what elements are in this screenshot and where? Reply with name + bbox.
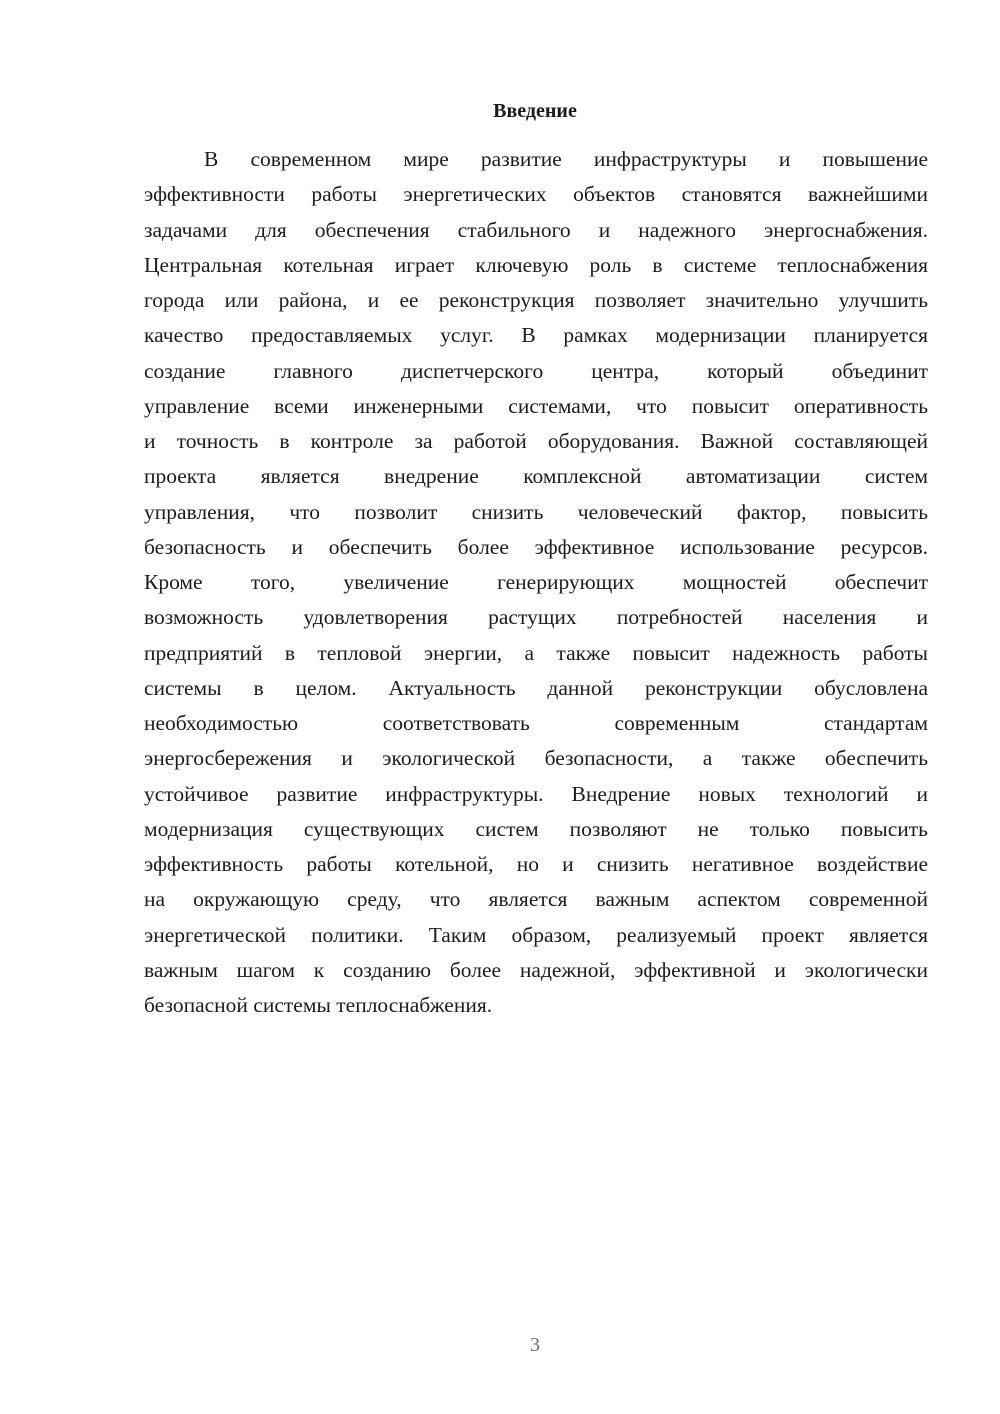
paragraph-line: задачами для обеспечения стабильного и надежного энергоснабжения. [144, 217, 928, 242]
paragraph-line: энергосбережения и экологической безопасности, а также обеспечить [144, 746, 928, 771]
paragraph-line: качество предоставляемых услуг. В рамках модернизации планируется [144, 323, 928, 348]
paragraph-line: устойчивое развитие инфраструктуры. Внедрение новых технологий и [144, 781, 928, 806]
paragraph-line: управления, что позволит снизить человеческий фактор, повысить [144, 499, 928, 524]
paragraph-line: на окружающую среду, что является важным аспектом современной [144, 887, 928, 912]
paragraph-line: эффективность работы котельной, но и снизить негативное воздействие [144, 852, 928, 876]
paragraph-line: Центральная котельная играет ключевую роль в системе теплоснабжения [144, 252, 928, 277]
page-number: 3 [530, 1334, 540, 1356]
paragraph-line: проекта является внедрение комплексной автоматизации систем [144, 464, 928, 489]
section-heading: Введение [493, 100, 577, 122]
paragraph-line: эффективности работы энергетических объектов становятся важнейшими [144, 182, 928, 207]
paragraph-line: системы в целом. Актуальность данной реконструкции обусловлена [144, 675, 928, 700]
paragraph-line: энергетической политики. Таким образом, реализуемый проект является [144, 922, 928, 947]
paragraph-line: создание главного диспетчерского центра, который объединит [144, 358, 928, 383]
paragraph-line: необходимостью соответствовать современным стандартам [144, 711, 928, 735]
paragraph-line: предприятий в тепловой энергии, а также повысит надежность работы [144, 640, 928, 665]
paragraph-line: возможность удовлетворения растущих потребностей населения и [144, 605, 928, 630]
intro-paragraph [144, 142, 928, 1023]
paragraph-line: города или района, и ее реконструкция позволяет значительно улучшить [144, 288, 928, 312]
paragraph-line: В современном мире развитие инфраструктуры и повышение [204, 147, 928, 171]
paragraph-line: безопасность и обеспечить более эффективное использование ресурсов. [144, 534, 928, 559]
paragraph-line: и точность в контроле за работой оборудования. Важной составляющей [144, 429, 928, 453]
paragraph-line: важным шагом к созданию более надежной, эффективной и экологически [144, 957, 928, 982]
paragraph-line: Кроме того, увеличение генерирующих мощностей обеспечит [144, 570, 928, 594]
paragraph-line: управление всеми инженерными системами, что повысит оперативность [144, 393, 928, 418]
paragraph-line: безопасной системы теплоснабжения. [144, 993, 493, 1017]
paragraph-line: модернизация существующих систем позволяют не только повысить [144, 816, 928, 841]
